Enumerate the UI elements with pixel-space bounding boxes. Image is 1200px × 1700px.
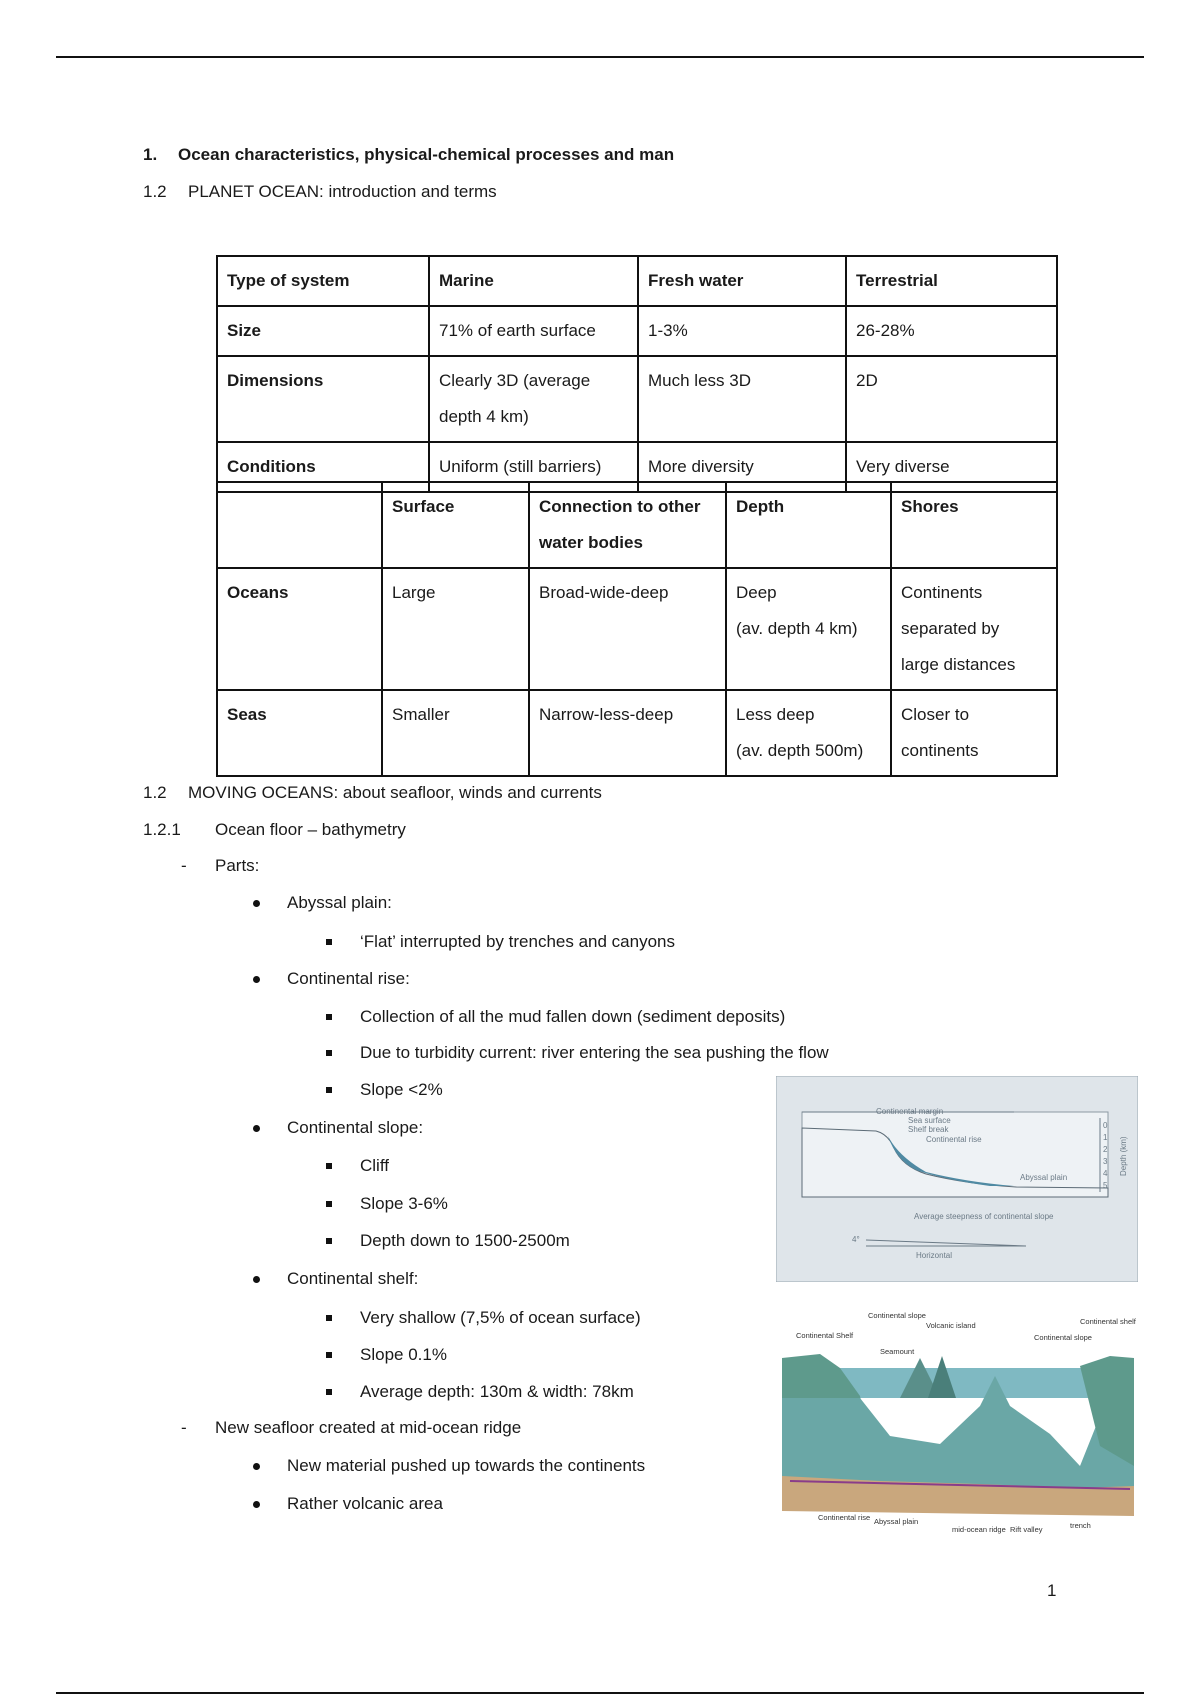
horizontal-label: Horizontal	[916, 1251, 953, 1260]
list-subitem: Average depth: 130m & width: 78km	[360, 1382, 634, 1401]
cell-line: Deep	[736, 583, 777, 602]
bullet-square	[326, 1315, 332, 1321]
cell-line: More diversity	[648, 457, 754, 476]
shelf-right-label: Continental shelf	[1080, 1317, 1136, 1326]
table-header-cell	[382, 482, 529, 568]
cell-line: Surface	[392, 497, 455, 516]
list-subitem: Slope 3-6%	[360, 1194, 448, 1213]
cell-line: 26-28%	[856, 321, 915, 340]
depth-tick: 3	[1103, 1157, 1108, 1166]
table-cell	[529, 690, 726, 776]
table-header-cell: Type of system	[217, 256, 429, 306]
seamount-label: Seamount	[880, 1347, 915, 1356]
list-subitem: Rather volcanic area	[287, 1494, 443, 1513]
cell-line: Depth	[736, 497, 785, 516]
row-label: Conditions	[217, 442, 429, 492]
table-row	[217, 306, 1057, 356]
table-header-cell: Fresh water	[638, 256, 846, 306]
rise-label: Continental rise	[926, 1135, 982, 1144]
bullet-square	[326, 1352, 332, 1358]
list-subitem: Very shallow (7,5% of ocean surface)	[360, 1308, 641, 1327]
header-rule	[56, 56, 1144, 58]
cell-line: Less deep	[736, 705, 815, 724]
table-header-row	[217, 256, 1057, 306]
abyssal-bottom-label: Abyssal plain	[874, 1517, 919, 1526]
depth-tick: 2	[1103, 1145, 1108, 1154]
dash-marker: -	[181, 1418, 187, 1437]
section-moving-number: 1.2	[143, 783, 167, 802]
table-header-cell: Marine	[429, 256, 638, 306]
rise-bottom-label: Continental rise	[818, 1513, 871, 1522]
cell-line: Uniform (still barriers)	[439, 457, 602, 476]
ocean-floor-diagram	[780, 1306, 1136, 1550]
footer-rule	[56, 1692, 1144, 1694]
list-subitem: Collection of all the mud fallen down (sediment deposits)	[360, 1007, 786, 1026]
cell-line: Shores	[901, 497, 959, 516]
cell-line: Continents	[901, 583, 983, 602]
section-moving-title: MOVING OCEANS: about seafloor, winds and currents	[188, 783, 602, 802]
table-cell	[529, 568, 726, 690]
depth-tick: 1	[1103, 1133, 1108, 1142]
margin-label: Continental margin	[876, 1107, 944, 1116]
subsection-title: Ocean floor – bathymetry	[215, 820, 406, 839]
system-comparison-table	[216, 255, 1058, 493]
table-header-cell	[529, 482, 726, 568]
table-row	[217, 568, 1057, 690]
cell-line: Connection to other	[539, 497, 701, 516]
list-item-shelf: Continental shelf:	[287, 1269, 419, 1288]
ridge-bottom-label: mid-ocean ridge	[952, 1525, 1006, 1534]
bullet-dot	[253, 976, 260, 983]
bullet-square	[326, 1389, 332, 1395]
angle-label: 4°	[852, 1235, 860, 1244]
cell-line: Narrow-less-deep	[539, 705, 674, 724]
ocean-sea-table	[216, 481, 1058, 777]
heading-number: 1.	[143, 145, 158, 164]
cell-line: Very diverse	[856, 457, 950, 476]
subsection-number: 1.2.1	[143, 820, 181, 839]
bullet-square	[326, 1087, 332, 1093]
steepness-label: Average steepness of continental slope	[914, 1212, 1054, 1221]
cell-line: depth 4 km)	[439, 407, 529, 426]
cell-line: separated by	[901, 619, 1000, 638]
table-header-cell	[726, 482, 891, 568]
shelf-break-label: Shelf break	[908, 1125, 949, 1134]
cell-line: (av. depth 4 km)	[736, 619, 858, 638]
row-label: Seas	[217, 690, 382, 776]
depth-tick: 0	[1103, 1121, 1108, 1130]
table-cell	[726, 568, 891, 690]
bullet-square	[326, 1201, 332, 1207]
cell-line: Broad-wide-deep	[539, 583, 669, 602]
table-cell	[638, 306, 846, 356]
list-subitem: New material pushed up towards the continents	[287, 1456, 646, 1475]
list-item-ridge: New seafloor created at mid-ocean ridge	[215, 1418, 522, 1437]
table-cell	[891, 690, 1057, 776]
list-item-rise: Continental rise:	[287, 969, 410, 988]
bullet-dot	[253, 1501, 260, 1508]
list-item-slope: Continental slope:	[287, 1118, 424, 1137]
table-cell	[891, 568, 1057, 690]
list-subitem: Cliff	[360, 1156, 389, 1175]
list-subitem: Slope 0.1%	[360, 1345, 447, 1364]
list-subitem: Due to turbidity current: river entering the sea pushing the flow	[360, 1043, 829, 1062]
table-cell	[846, 356, 1057, 442]
bullet-dot	[253, 900, 260, 907]
rift-bottom-label: Rift valley	[1010, 1525, 1043, 1534]
abyssal-label: Abyssal plain	[1020, 1173, 1068, 1182]
depth-tick: 5	[1103, 1181, 1108, 1190]
depth-tick: 4	[1103, 1169, 1108, 1178]
continental-margin-figure	[776, 1076, 1138, 1282]
cell-line: (av. depth 500m)	[736, 741, 864, 760]
bullet-square	[326, 1014, 332, 1020]
volcanic-label: Volcanic island	[926, 1321, 976, 1330]
table-cell	[382, 690, 529, 776]
list-subitem: Slope <2%	[360, 1080, 443, 1099]
cell-line: 2D	[856, 371, 878, 390]
depth-axis-label: Depth (km)	[1119, 1136, 1128, 1176]
slope-right-label: Continental slope	[1034, 1333, 1092, 1342]
cell-line: Closer to	[901, 705, 970, 724]
list-subitem: ‘Flat’ interrupted by trenches and canyons	[360, 932, 675, 951]
table-cell	[846, 306, 1057, 356]
row-label: Size	[217, 306, 429, 356]
list-item-abyssal: Abyssal plain:	[287, 893, 392, 912]
row-label: Oceans	[217, 568, 382, 690]
table-cell	[382, 568, 529, 690]
bullet-square	[326, 1238, 332, 1244]
table-cell	[429, 356, 638, 442]
dash-marker: -	[181, 856, 187, 875]
page-number: 1	[1047, 1581, 1057, 1600]
table-header-row	[217, 482, 1057, 568]
bullet-square	[326, 1050, 332, 1056]
cell-line: Much less 3D	[648, 371, 751, 390]
bullet-dot	[253, 1276, 260, 1283]
cell-line: Large	[392, 583, 436, 602]
section-intro-title: PLANET OCEAN: introduction and terms	[188, 182, 497, 201]
table-header-cell	[217, 482, 382, 568]
bullet-dot	[253, 1125, 260, 1132]
cell-line: water bodies	[539, 533, 643, 552]
sea-surface-label: Sea surface	[908, 1116, 951, 1125]
row-label: Dimensions	[217, 356, 429, 442]
table-row	[217, 356, 1057, 442]
section-intro-number: 1.2	[143, 182, 167, 201]
cell-line: large distances	[901, 655, 1016, 674]
bullet-square	[326, 1163, 332, 1169]
parts-label: Parts:	[215, 856, 260, 875]
cell-line: Smaller	[392, 705, 450, 724]
table-cell	[429, 306, 638, 356]
table-row	[217, 690, 1057, 776]
trench-bottom-label: trench	[1070, 1521, 1091, 1530]
bullet-dot	[253, 1463, 260, 1470]
cell-line: 71% of earth surface	[439, 321, 596, 340]
table-cell	[638, 356, 846, 442]
table-cell	[726, 690, 891, 776]
table-header-cell	[891, 482, 1057, 568]
cell-line: Clearly 3D (average	[439, 371, 591, 390]
cell-line: continents	[901, 741, 979, 760]
table-header-cell: Terrestrial	[846, 256, 1057, 306]
slope-top-label: Continental slope	[868, 1311, 926, 1320]
list-subitem: Depth down to 1500-2500m	[360, 1231, 570, 1250]
cell-line: 1-3%	[648, 321, 688, 340]
bullet-square	[326, 939, 332, 945]
shelf-left-label: Continental Shelf	[796, 1331, 854, 1340]
page-title: Ocean characteristics, physical-chemical processes and man	[178, 145, 675, 164]
